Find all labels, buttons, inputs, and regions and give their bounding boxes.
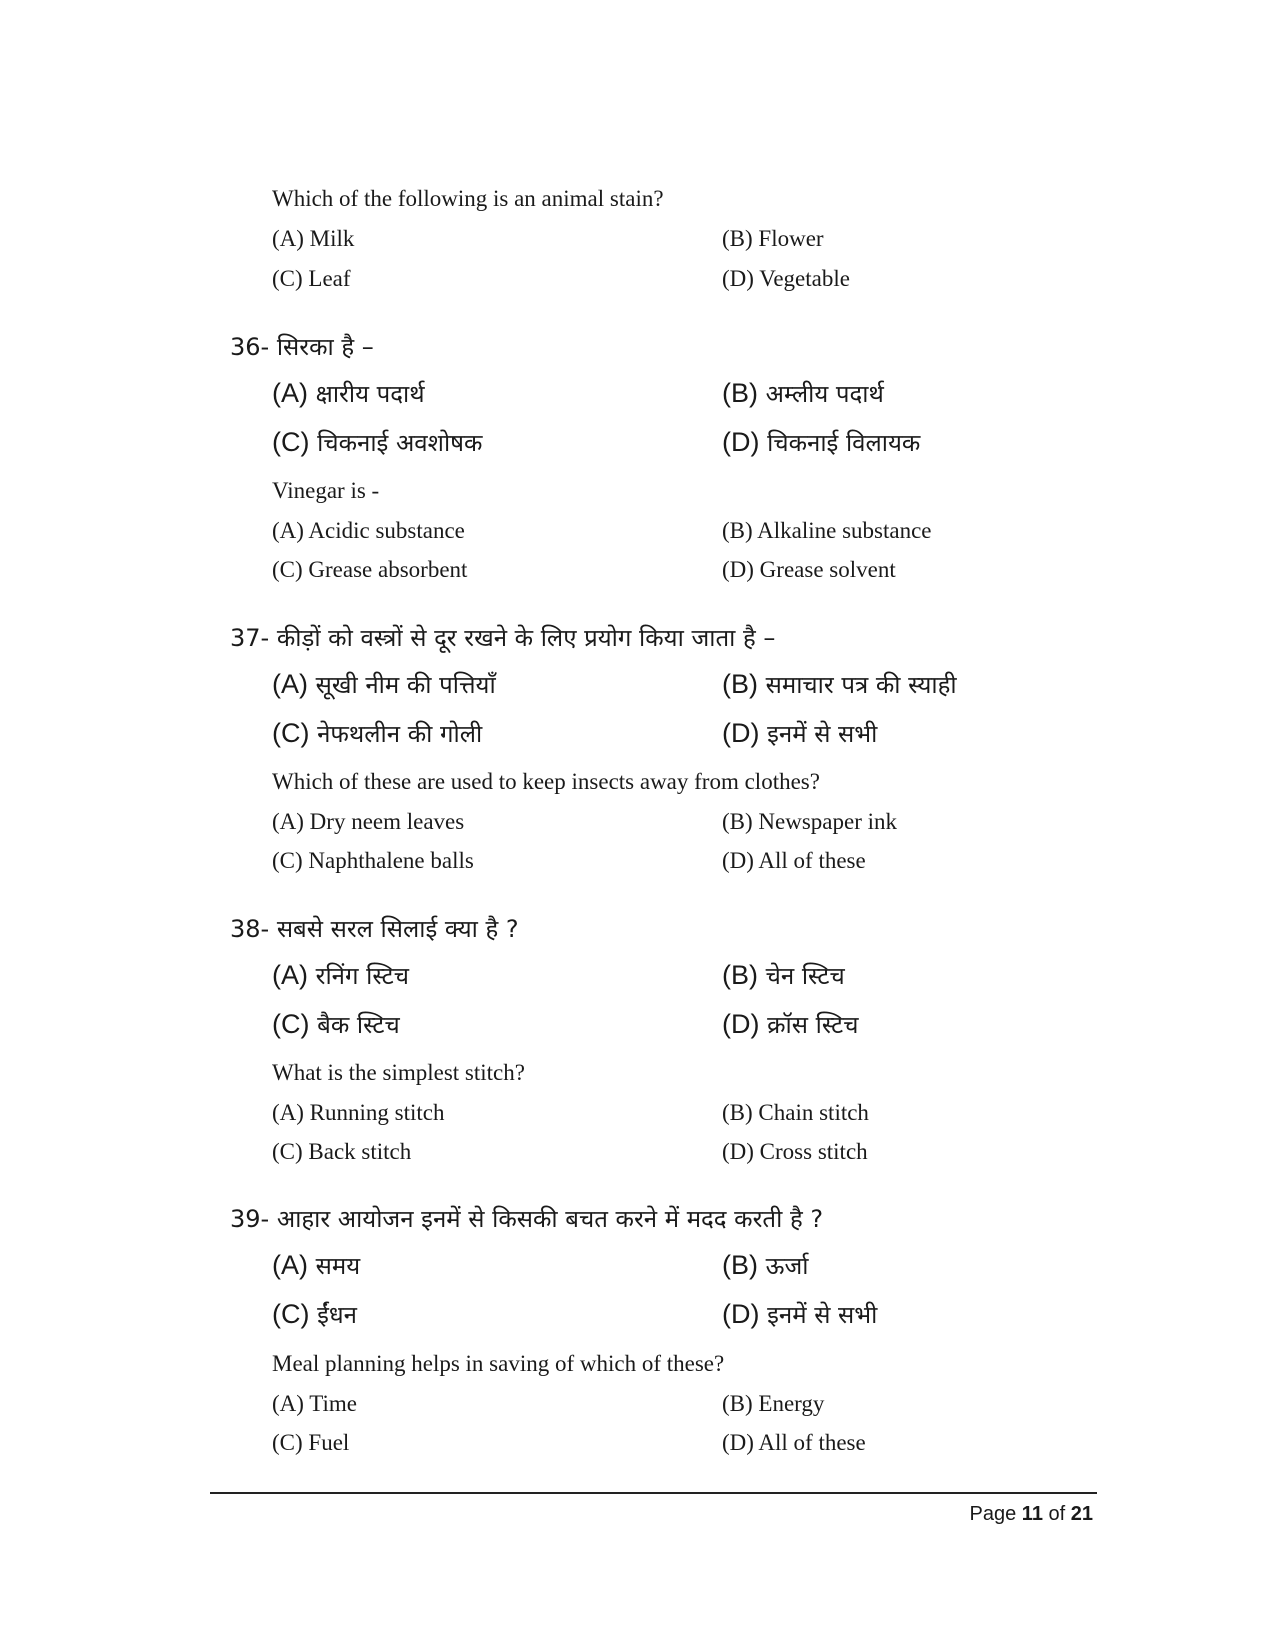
option-text: नेफथलीन की गोली	[309, 720, 483, 748]
q35-option-a: (A) Milk	[272, 226, 355, 251]
q37-option-a: (A) Dry neem leaves	[272, 809, 465, 834]
q39-hindi-option-c	[272, 1298, 357, 1331]
q36-english-question: Vinegar is -	[272, 478, 380, 503]
q35-option-b: (B) Flower	[722, 226, 824, 251]
q36-option-a: (A) Acidic substance	[272, 518, 465, 543]
q36-hindi-option-b	[722, 377, 884, 410]
option-label: (C)	[272, 1009, 310, 1039]
option-label: (B)	[722, 960, 758, 990]
option-text: चिकनाई विलायक	[759, 429, 921, 457]
q37-hindi-option-c	[272, 717, 482, 750]
q36-option-d: (D) Grease solvent	[722, 557, 896, 582]
option-label: (C)	[272, 1299, 310, 1329]
q37-hindi-option-b	[722, 668, 957, 701]
q39-option-c: (C) Fuel	[272, 1430, 350, 1455]
q35-option-d: (D) Vegetable	[722, 266, 850, 291]
option-text: इनमें से सभी	[759, 720, 878, 748]
q36-hindi-option-c	[272, 426, 482, 459]
option-label: (A)	[272, 1250, 308, 1280]
option-text: क्रॉस स्टिच	[759, 1011, 859, 1039]
page-current: 11	[1021, 1503, 1043, 1525]
option-text: चिकनाई अवशोषक	[309, 429, 483, 457]
option-text: ऊर्जा	[758, 1252, 809, 1280]
q35-option-c: (C) Leaf	[272, 266, 351, 291]
q39-hindi-question: 39- आहार आयोजन इनमें से किसकी बचत करने में मदद करती है ?	[230, 1205, 824, 1233]
option-label: (B)	[722, 378, 758, 408]
page-total: 21	[1070, 1503, 1093, 1525]
q37-hindi-option-a	[272, 668, 496, 701]
q36-hindi-option-d	[722, 426, 920, 459]
q38-option-a: (A) Running stitch	[272, 1100, 445, 1125]
q36-hindi-question: 36- सिरका है –	[230, 333, 374, 361]
option-label: (C)	[272, 427, 310, 457]
option-label: (B)	[722, 669, 758, 699]
q37-hindi-question: 37- कीड़ों को वस्त्रों से दूर रखने के लिए प्रयोग किया जाता है –	[230, 624, 776, 652]
option-text: चेन स्टिच	[758, 962, 845, 990]
q37-hindi-option-d	[722, 717, 877, 750]
q38-hindi-question: 38- सबसे सरल सिलाई क्या है ?	[230, 915, 519, 943]
q39-hindi-option-b	[722, 1249, 809, 1282]
option-text: बैक स्टिच	[309, 1011, 400, 1039]
option-text: समाचार पत्र की स्याही	[758, 671, 957, 699]
page-number-middle: of	[1042, 1503, 1071, 1525]
q37-english-question: Which of these are used to keep insects away from clothes?	[272, 769, 820, 794]
q39-hindi-option-a	[272, 1249, 360, 1282]
option-text: रनिंग स्टिच	[308, 962, 410, 990]
q38-option-d: (D) Cross stitch	[722, 1139, 868, 1164]
q38-hindi-option-b	[722, 959, 845, 992]
q39-option-a: (A) Time	[272, 1391, 357, 1416]
option-label: (D)	[722, 718, 760, 748]
option-label: (C)	[272, 718, 310, 748]
option-label: (A)	[272, 669, 308, 699]
footer-divider	[210, 1492, 1097, 1494]
q39-option-b: (B) Energy	[722, 1391, 825, 1416]
option-text: इनमें से सभी	[759, 1301, 878, 1329]
option-text: समय	[308, 1252, 361, 1280]
option-label: (D)	[722, 1299, 760, 1329]
option-label: (D)	[722, 1009, 760, 1039]
q36-option-b: (B) Alkaline substance	[722, 518, 932, 543]
option-text: सूखी नीम की पत्तियाँ	[308, 671, 496, 699]
q37-option-c: (C) Naphthalene balls	[272, 848, 474, 873]
q38-option-b: (B) Chain stitch	[722, 1100, 869, 1125]
option-text: ईंधन	[309, 1301, 357, 1329]
q38-hindi-option-d	[722, 1008, 859, 1041]
option-label: (D)	[722, 427, 760, 457]
q37-option-d: (D) All of these	[722, 848, 866, 873]
option-label: (A)	[272, 378, 308, 408]
q35-english-question: Which of the following is an animal stain?	[272, 186, 664, 211]
q36-option-c: (C) Grease absorbent	[272, 557, 468, 582]
option-label: (B)	[722, 1250, 758, 1280]
option-label: (A)	[272, 960, 308, 990]
page-number-prefix: Page	[969, 1503, 1022, 1525]
option-text: अम्लीय पदार्थ	[758, 380, 884, 408]
q36-hindi-option-a	[272, 377, 425, 410]
q39-hindi-option-d	[722, 1298, 877, 1331]
q38-option-c: (C) Back stitch	[272, 1139, 412, 1164]
q39-option-d: (D) All of these	[722, 1430, 866, 1455]
q38-english-question: What is the simplest stitch?	[272, 1060, 525, 1085]
q38-hindi-option-c	[272, 1008, 400, 1041]
option-text: क्षारीय पदार्थ	[308, 380, 425, 408]
page-number	[970, 1503, 1093, 1526]
q37-option-b: (B) Newspaper ink	[722, 809, 898, 834]
q38-hindi-option-a	[272, 959, 409, 992]
q39-english-question: Meal planning helps in saving of which of these?	[272, 1351, 725, 1376]
